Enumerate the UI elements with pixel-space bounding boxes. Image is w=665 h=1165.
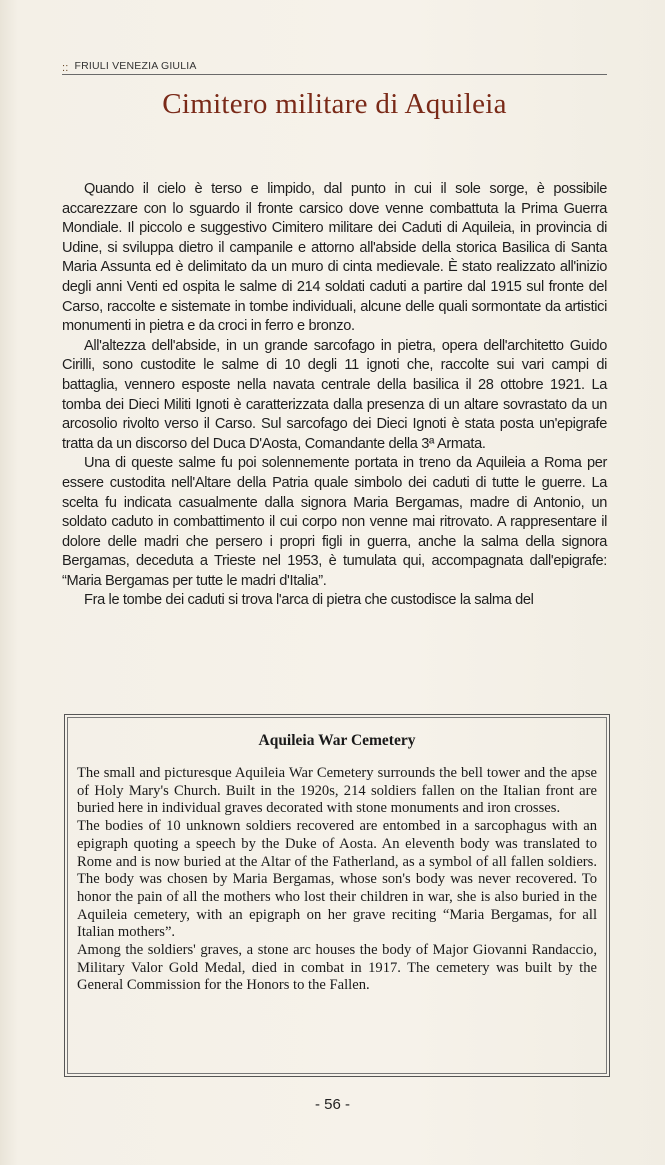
box-paragraph-3: Among the soldiers' graves, a stone arc houses the body of Major Giovanni Randaccio, Military Valor Gold Medal, died in combat in 1917. The cemetery was built by the General Commission for the Honors to the Fallen. xyxy=(77,942,597,994)
box-paragraph-1: The small and picturesque Aquileia War Cemetery surrounds the bell tower and the apse of Holy Mary's Church. Built in the 1920s, 214 soldiers fallen on the Italian front are buried here in individual graves decorated with stone monuments and iron crosses. xyxy=(77,765,597,817)
section-dots-icon: :: xyxy=(62,62,69,74)
section-label: FRIULI VENEZIA GIULIA xyxy=(74,60,197,72)
body-paragraph-3: Una di queste salme fu poi solennemente portata in treno da Aquileia a Roma per essere custodita nell'Altare della Patria quale simbolo dei caduti di tutte le guerre. La scelta fu indicata casualmente dalla signora Maria Bergamas, madre di Antonio, un soldato caduto in combattimento il cui corpo non venne mai ritrovato. A rappresentare il dolore delle madri che persero i propri figli in guerra, anche la salma della signora Bergamas, deceduta a Trieste nel 1953, è tumulata qui, accompagnata dall'epigrafe: “Maria Bergamas per tutte le madri d'Italia”. xyxy=(62,455,607,589)
page-title: Cimitero militare di Aquileia xyxy=(162,88,507,120)
article-body xyxy=(62,180,607,611)
box-text xyxy=(77,765,597,995)
box-paragraph-2: The bodies of 10 unknown soldiers recovered are entombed in a sarcophagus with an epigraph quoting a speech by the Duke of Aosta. An eleventh body was translated to Rome and is now buried at the Altar of the Fatherland, as a symbol of all fallen soldiers. The body was chosen by Maria Bergamas, whose son's body was never recovered. To honor the pain of all the mothers who lost their children in war, she is also buried in the Aquileia cemetery, with an epigraph on her grave reciting “Maria Bergamas, for all Italian mothers”. xyxy=(77,818,597,941)
body-paragraph-4: Fra le tombe dei caduti si trova l'arca di pietra che custodisce la salma del xyxy=(84,592,534,609)
english-summary-box xyxy=(64,714,610,1077)
section-header xyxy=(62,58,607,75)
page-number: - 56 - xyxy=(314,1096,350,1113)
body-paragraph-2: All'altezza dell'abside, in un grande sarcofago in pietra, opera dell'architetto Guido Cirilli, sono custodite le salme di 10 degli 11 ignoti che, raccolte sui vari campi di battaglia, vennero esposte nella navata centrale della basilica il 28 ottobre 1921. La tomba dei Dieci Militi Ignoti è caratterizzata dalla presenza di un altare sovrastato da un arcosolio rivolto verso il Carso. Sul sarcofago dei Dieci Ignoti è stata posta un'epigrafe tratta da un discorso del Duca D'Aosta, Comandante della 3ª Armata. xyxy=(62,337,607,452)
box-title: Aquileia War Cemetery xyxy=(258,732,416,749)
body-paragraph-1: Quando il cielo è terso e limpido, dal punto in cui il sole sorge, è possibile accarezzare con lo sguardo il fronte carsico dove venne combattuta la Prima Guerra Mondiale. Il piccolo e suggestivo Cimitero militare dei Caduti di Aquileia, in provincia di Udine, si sviluppa dietro il campanile e attorno all'abside della storica Basilica di Santa Maria Assunta ed è delimitato da un muro di cinta medievale. È stato realizzato all'inizio degli anni Venti ed ospita le salme di 214 soldati caduti a partire dal 1915 sul fronte del Carso, raccolte e sistemate in tombe individuali, alcune delle quali sormontate da artistici monumenti in pietra e da croci in ferro e bronzo. xyxy=(62,181,607,335)
